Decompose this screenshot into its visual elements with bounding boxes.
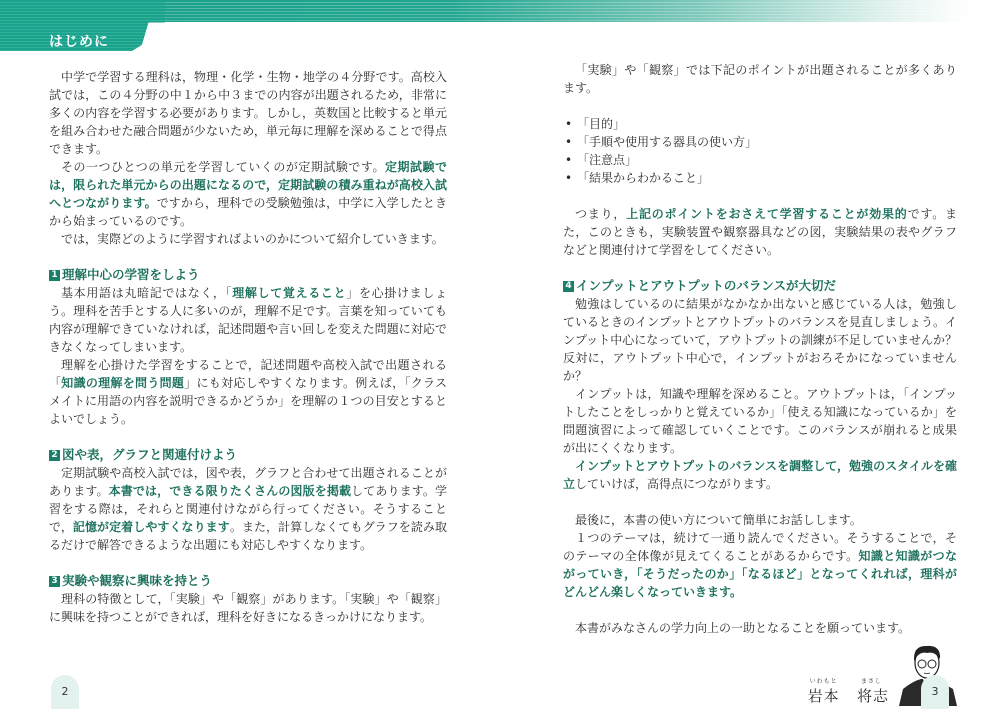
body-text: その一つひとつの単元を学習していくのが定期試験です。 bbox=[61, 160, 385, 174]
emphasis-text: 記憶が定着しやすくなります bbox=[72, 520, 230, 534]
body-text: １つのテーマは，続けて一通り読んでください。そうすることで，そのテーマの全体像が見えてくることがあるからです。 bbox=[563, 531, 957, 563]
emphasis-text: 知識と知識がつながっていき，「そうだったのか」「なるほど」となってくれれば，理科がどんどん楽しくなっていきます。 bbox=[563, 549, 957, 599]
body-text: 最後に，本書の使い方について簡単にお話しします。 bbox=[575, 513, 862, 527]
right-column bbox=[563, 61, 970, 706]
left-intro bbox=[49, 68, 447, 248]
list-item: • 「目的」 bbox=[577, 115, 957, 133]
body-text: してあります。学習をする際は，それらと関連付けながら行ってください。そうすることで， bbox=[49, 484, 447, 534]
body-text: です。また，このときも，実験装置や観察器具などの図，実験結果の表やグラフなどと関連付けて学習をしてください。 bbox=[563, 207, 957, 257]
section-heading bbox=[49, 446, 447, 464]
section-number-icon: 4 bbox=[563, 281, 574, 292]
emphasis-text: 理解して覚えること bbox=[232, 286, 347, 300]
paragraph bbox=[563, 529, 957, 601]
section-3 bbox=[49, 572, 447, 626]
body-text: 理科の特徴として，「実験」や「観察」があります。「実験」や「観察」に興味を持つことができれば，理科を好きになるきっかけになります。 bbox=[49, 592, 447, 624]
list-item: • 「注意点」 bbox=[577, 151, 957, 169]
emphasis-text: インプットとアウトプットのバランスを調整して，勉強のスタイルを確立 bbox=[563, 459, 957, 491]
section-heading bbox=[563, 277, 957, 295]
section-heading bbox=[49, 572, 447, 590]
paragraph bbox=[563, 457, 957, 493]
closing bbox=[563, 511, 957, 601]
body-text: つまり， bbox=[575, 207, 627, 221]
body-text: ですから，理科での受験勉強は，中学に入学したときから始まっているのです。 bbox=[49, 196, 447, 228]
body-text: 。また，計算しなくてもグラフを読み取るだけで解答できるような出題にも対応しやすくなります。 bbox=[49, 520, 447, 552]
section-title: 図や表，グラフと関連付けよう bbox=[62, 447, 238, 462]
right-summary bbox=[563, 205, 957, 259]
section-2 bbox=[49, 446, 447, 554]
emphasis-text: 知識の理解を問う問題 bbox=[61, 376, 185, 390]
paragraph bbox=[563, 205, 957, 259]
paragraph bbox=[49, 464, 447, 554]
section-heading bbox=[49, 266, 447, 284]
body-text: 」を心掛けましょう。理科を苦手とする人に多いのが，理解不足です。言葉を知っていても内容が理解できていなければ，記述問題や言い回しを変えた問題に対応できなくなってしまいます。 bbox=[49, 286, 447, 354]
body-text: では，実際どのように学習すればよいのかについて紹介していきます。 bbox=[61, 232, 444, 246]
section-number-icon: 2 bbox=[49, 450, 60, 461]
section-number-icon: 1 bbox=[49, 270, 60, 281]
paragraph bbox=[49, 590, 447, 626]
paragraph bbox=[563, 619, 957, 637]
paragraph bbox=[563, 295, 970, 385]
paragraph bbox=[49, 68, 447, 158]
paragraph bbox=[563, 511, 957, 529]
body-text: 勉強はしているのに結果がなかなか出ないと感じている人は，勉強しているときのインプットとアウトプットのバランスを見直しましょう。インプット中心になっていて，アウトプットの訓練が不足していませんか？ 反対に，アウトプット中心で，インプットがおろそかになっていませんか？ bbox=[563, 297, 970, 383]
section-title: 実験や観察に興味を持とう bbox=[62, 573, 213, 588]
points-list-wrap bbox=[563, 115, 957, 187]
paragraph bbox=[49, 356, 447, 428]
paragraph bbox=[49, 158, 447, 230]
section-number-icon: 3 bbox=[49, 576, 60, 587]
final-message bbox=[563, 619, 957, 637]
points-list bbox=[563, 115, 957, 187]
author-signature bbox=[808, 676, 889, 706]
emphasis-text: 上記のポイントをおさえて学習することが効果的 bbox=[626, 207, 908, 221]
list-item: • 「手順や使用する器具の使い方」 bbox=[577, 133, 957, 151]
body-text: 本書がみなさんの学力向上の一助となることを願っています。 bbox=[575, 621, 911, 635]
body-text: 「実験」や「観察」では下記のポイントが出題されることが多くあります。 bbox=[563, 63, 957, 95]
section-1 bbox=[49, 266, 447, 428]
emphasis-text: 本書では，できる限りたくさんの図版を掲載 bbox=[108, 484, 352, 498]
right-intro bbox=[563, 61, 957, 97]
emphasis-text: 定期試験では，限られた単元からの出題になるので，定期試験の積み重ねが高校入試へとつながります。 bbox=[49, 160, 447, 210]
signature-row bbox=[563, 641, 957, 706]
section-4 bbox=[563, 277, 970, 493]
body-text: 」にも対応しやすくなります。例えば，「クラスメイトに用語の内容を説明できるかどうか」を理解の１つの目安とするとよいでしょう。 bbox=[49, 376, 447, 426]
paragraph bbox=[563, 61, 957, 97]
body-text: 理解を心掛けた学習をすることで，記述問題や高校入試で出題される「 bbox=[49, 358, 447, 390]
page-number-right: 3 bbox=[921, 675, 949, 709]
author-given-name: まさし 将志 bbox=[856, 678, 889, 705]
section-title: インプットとアウトプットのバランスが大切だ bbox=[576, 278, 837, 293]
author-family-name: いわもと 岩本 bbox=[807, 678, 840, 705]
chapter-title: はじめに bbox=[49, 34, 109, 50]
paragraph bbox=[49, 284, 447, 356]
body-text: インプットは，知識や理解を深めること。アウトプットは，「インプットしたことをしっかりと覚えているか」「使える知識になっているか」を問題演習によって確認していくことです。このバランスが崩れると成果が出にくくなります。 bbox=[563, 387, 957, 455]
paragraph bbox=[563, 385, 957, 457]
list-item: • 「結果からわかること」 bbox=[577, 169, 957, 187]
left-column bbox=[49, 68, 447, 626]
page-number-left: 2 bbox=[51, 675, 79, 709]
body-text: 中学で学習する理科は，物理・化学・生物・地学の４分野です。高校入試では，この４分野の中１から中３までの内容が出題されるため，非常に多くの内容を学習する必要があります。しかし，英数国と比較すると単元を組み合わせた融合問題が少ないため，単元毎に理解を深めることで得点できます。 bbox=[49, 70, 447, 156]
body-text: していけば，高得点につながります。 bbox=[575, 477, 778, 491]
body-text: 基本用語は丸暗記ではなく，「 bbox=[61, 286, 233, 300]
section-title: 理解中心の学習をしよう bbox=[62, 267, 200, 282]
body-text: 定期試験や高校入試では，図や表，グラフと合わせて出題されることがあります。 bbox=[49, 466, 447, 498]
paragraph bbox=[49, 230, 447, 248]
